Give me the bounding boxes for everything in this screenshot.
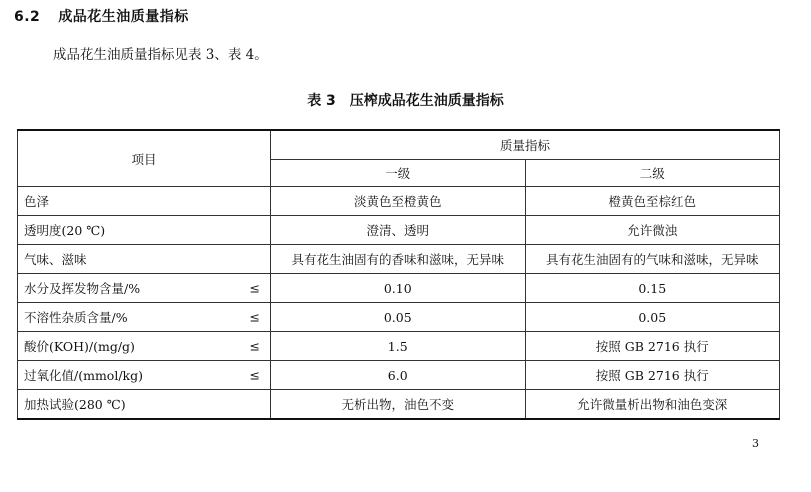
grade1-value: 1.5 [271,332,526,361]
row-item [18,303,271,332]
table-row [18,332,780,361]
table-row [18,390,780,420]
row-item-label: 气味、滋味 [24,252,87,267]
grade1-value: 0.10 [271,274,526,303]
grade2-value: 0.05 [525,303,780,332]
row-item [18,187,271,216]
grade1-value: 0.05 [271,303,526,332]
grade2-value: 具有花生油固有的气味和滋味，无异味 [525,245,780,274]
le-sign: ≤ [249,309,260,325]
table-row [18,303,780,332]
grade1-value: 澄清、透明 [271,216,526,245]
page-number: 3 [752,437,759,450]
row-item-label: 不溶性杂质含量/% [24,310,128,325]
le-sign: ≤ [249,280,260,296]
grade2-value: 按照 GB 2716 执行 [525,361,780,390]
table-row [18,274,780,303]
grade2-value: 允许微量析出物和油色变深 [525,390,780,420]
row-item-label: 透明度(20 ℃) [24,223,106,238]
row-item-label: 加热试验(280 ℃) [24,397,126,412]
grade1-value: 具有花生油固有的香味和滋味，无异味 [271,245,526,274]
row-item [18,216,271,245]
table-caption: 表 3 压榨成品花生油质量指标 [307,93,504,109]
header-group: 质量指标 [271,130,780,160]
le-sign: ≤ [249,367,260,383]
header-grade1: 一级 [271,160,526,187]
row-item [18,274,271,303]
row-item-label: 过氧化值/(mmol/kg) [24,368,143,383]
body-paragraph: 成品花生油质量指标见表 3、表 4。 [53,47,268,63]
le-sign: ≤ [249,338,260,354]
table-row [18,216,780,245]
section-title: 成品花生油质量指标 [58,9,189,25]
section-number: 6.2 [14,9,41,25]
grade2-value: 按照 GB 2716 执行 [525,332,780,361]
row-item-label: 酸价(KOH)/(mg/g) [24,339,135,354]
section-heading [14,6,189,26]
grade1-value: 无析出物，油色不变 [271,390,526,420]
row-item-label: 色泽 [24,194,50,209]
header-grade2: 二级 [525,160,780,187]
grade1-value: 淡黄色至橙黄色 [271,187,526,216]
row-item [18,390,271,420]
row-item [18,245,271,274]
grade2-value: 橙黄色至棕红色 [525,187,780,216]
row-item-label: 水分及挥发物含量/% [24,281,141,296]
grade2-value: 0.15 [525,274,780,303]
quality-table [17,129,780,420]
grade1-value: 6.0 [271,361,526,390]
row-item [18,332,271,361]
table-row [18,361,780,390]
header-row [18,130,780,160]
grade2-value: 允许微浊 [525,216,780,245]
table-row [18,187,780,216]
header-item: 项目 [18,130,271,187]
row-item [18,361,271,390]
table-row [18,245,780,274]
